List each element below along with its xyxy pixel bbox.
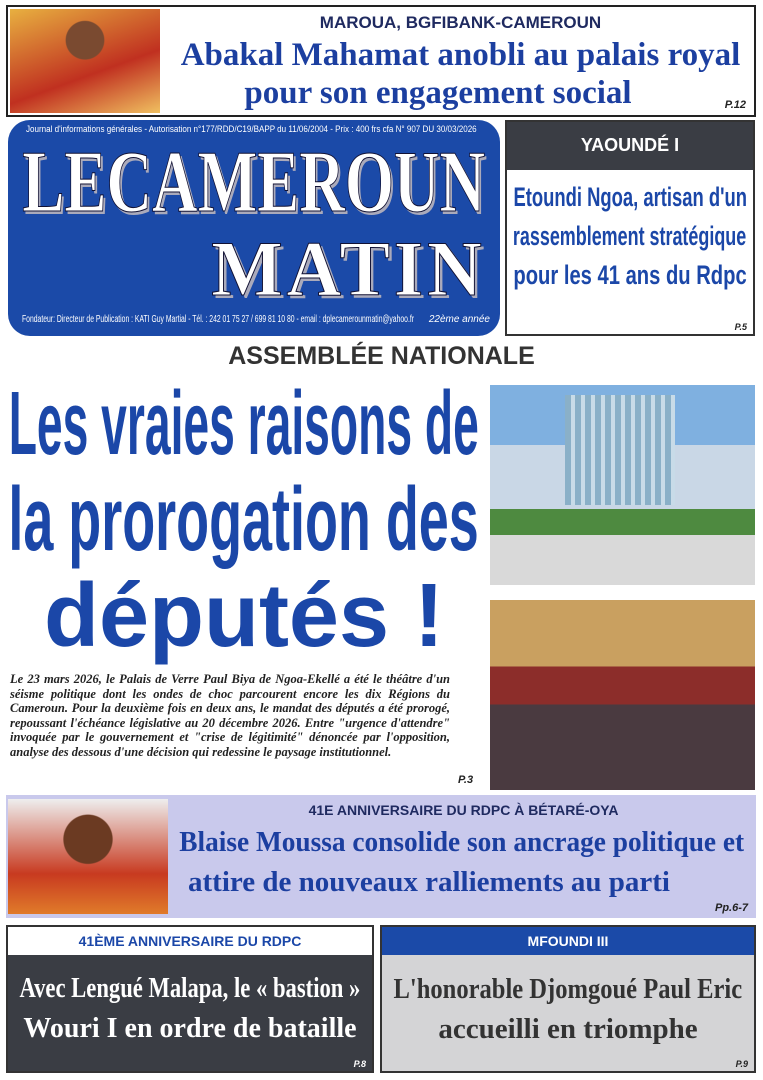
masthead-title-1: LECAMEROUN (22, 134, 486, 231)
bottom-right-kicker: MFOUNDI III (382, 927, 754, 955)
bottom-right-headline-1: L'honorable Djomgoué Paul Eric (393, 973, 743, 1005)
assembly-building-photo (490, 385, 755, 585)
page-ref: P.12 (724, 99, 746, 111)
main-headline[interactable] (4, 376, 484, 664)
main-headline-3: députés ! (43, 566, 445, 666)
bottom-right-headline-2: accueilli en triomphe (438, 1013, 698, 1045)
bottom-left-story[interactable] (6, 925, 374, 1073)
bottom-right-story[interactable] (380, 925, 756, 1073)
page-ref: P.5 (734, 322, 747, 332)
page-ref: P.3 (458, 774, 474, 786)
side-headline-3: pour les 41 ans du Rdpc (513, 260, 747, 290)
bottom-left-headline-1: Avec Lengué Malapa, le « bastion » (19, 973, 361, 1004)
top-story[interactable] (6, 5, 756, 117)
side-story[interactable] (505, 120, 755, 336)
main-kicker: ASSEMBLÉE NATIONALE (228, 342, 535, 370)
bottom-left-kicker: 41ÈME ANNIVERSAIRE DU RDPC (78, 933, 302, 949)
page-ref: Pp.6-7 (714, 902, 748, 914)
top-headline-1: Abakal Mahamat anobli au palais royal (180, 37, 741, 73)
band-kicker: 41E ANNIVERSAIRE DU RDPC À BÉTARÉ-OYA (308, 802, 619, 818)
bottom-left-headline-2: Wouri I en ordre de bataille (23, 1013, 357, 1044)
top-kicker: MAROUA, BGFIBANK-CAMEROUN (319, 13, 602, 32)
side-headline-1: Etoundi Ngoa, artisan d'un (513, 182, 747, 212)
band-headline-1: Blaise Moussa consolide son ancrage politique et (179, 826, 745, 858)
page-ref: P.8 (353, 1059, 366, 1069)
main-headline-1: Les vraies raisons de (8, 374, 480, 474)
masthead (8, 120, 500, 336)
band-story[interactable] (6, 795, 756, 918)
masthead-info: Journal d'informations générales - Autorisation n°177/RDD/C19/BAPP du 11/06/2004 - Prix : 400 frs cfa N° 907 DU 30/03/2026 (26, 124, 477, 134)
masthead-year: 22ème année (428, 314, 490, 325)
band-headline-2: attire de nouveaux ralliements au parti (188, 866, 670, 898)
portrait-photo (8, 799, 168, 914)
side-kicker: YAOUNDÉ I (507, 122, 753, 170)
main-body: Le 23 mars 2026, le Palais de Verre Paul Biya de Ngoa-Ekellé a été le théâtre d'un séisme politique dont les ondes de choc parcourent encore les dix Régions du Cameroun. Pour la deuxième fois en deux ans, le mandat des députés a été prorogé, repoussant l'échéance législative au 20 décembre 2026. Entre "urgence d'attendre" invoquée par le gouvernement et "crise de légitimité" dénoncée par l'opposition, analyse des dessous d'une décision qui redessine le paysage institutionnel. (10, 672, 450, 759)
side-headline-2: rassemblement stratégique (513, 221, 747, 251)
main-headline-2: la prorogation des (8, 470, 480, 570)
page-ref: P.9 (735, 1059, 748, 1069)
masthead-title-2: MATIN (210, 225, 486, 312)
masthead-footer: Fondateur: Directeur de Publication : KATI Guy Martial - Tél. : 242 01 75 27 / 699 81 10 80 - email : dplecamerounmatin@yahoo.fr (22, 314, 415, 325)
assembly-hall-photo (490, 600, 755, 790)
top-headline-2: pour son engagement social (244, 75, 632, 111)
portrait-photo (10, 9, 160, 113)
